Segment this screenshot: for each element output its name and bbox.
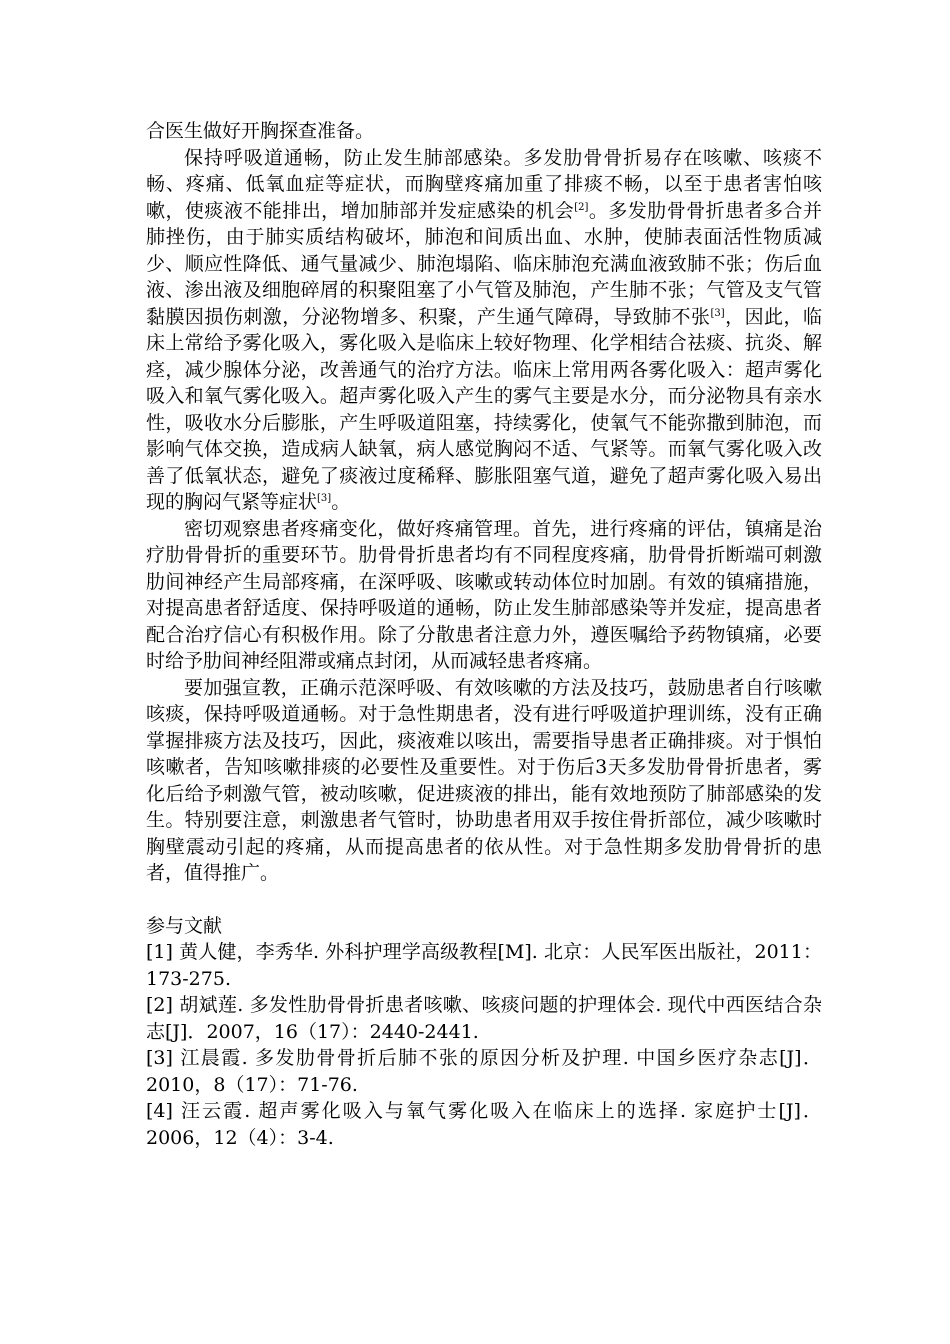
citation-3: [3]: [710, 307, 725, 319]
citation-2: [2]: [574, 201, 589, 213]
paragraph-pain: [146, 516, 822, 675]
citation-3: [3]: [317, 493, 332, 504]
paragraph-text: 。: [331, 491, 351, 513]
intro-line: 合医生做好开胸探查准备。: [146, 120, 375, 142]
document-page: [146, 118, 822, 1151]
paragraph-text: 。多发肋骨骨折患者多合并肺挫伤，由于肺实质结构破坏，肺泡和间质出血、水肿，使肺表面活性物质减少、顺应性降低、通气量减少、肺泡塌陷、临床肺泡充满血液致肺不张；伤后血液、渗出液及细胞碎屑的积聚阻塞了小气管及肺泡，产生肺不张；气管及支气管黏膜因损伤刺激，分泌物增多、积聚，产生通气障碍，导致肺不张: [146, 199, 822, 328]
references-title: 参与文献: [146, 914, 223, 937]
reference-item: [2] 胡斌莲. 多发性肋骨骨折患者咳嗽、咳痰问题的护理体会. 现代中西医结合杂志[J]．2007，16（17）：2440-2441.: [146, 994, 822, 1043]
paragraph-text: 保持呼吸道通畅，防止发生肺部感染。多发肋骨骨折易存在咳嗽、咳痰不畅、疼痛、低氧血症等症状，而胸壁疼痛加重了排痰不畅，以至于患者害怕咳嗽，使痰液不能排出，增加肺部并发症感染的机会: [146, 146, 822, 222]
reference-item: [3] 江晨霞. 多发肋骨骨折后肺不张的原因分析及护理. 中国乡医疗杂志[J]．2010，8（17）：71-76.: [146, 1047, 822, 1096]
paragraph-text: 密切观察患者疼痛变化，做好疼痛管理。首先，进行疼痛的评估，镇痛是治疗肋骨骨折的重要环节。肋骨骨折患者均有不同程度疼痛，肋骨骨折断端可刺激肋间神经产生局部疼痛，在深呼吸、咳嗽或转动体位时加剧。有效的镇痛措施，对提高患者舒适度、保持呼吸道的通畅，防止发生肺部感染等并发症，提高患者配合治疗信心有积极作用。除了分散患者注意力外，遵医嘱给予药物镇痛，必要时给予肋间神经阻滞或痛点封闭，从而减轻患者疼痛。: [146, 517, 822, 672]
paragraph-text: ，因此，临床上常给予雾化吸入，雾化吸入是临床上较好物理、化学相结合祛痰、抗炎、解痉，减少腺体分泌，改善通气的治疗方法。临床上常用两各雾化吸入：超声雾化吸入和氧气雾化吸入。超声雾化吸入产生的雾气主要是水分，而分泌物具有亲水性，吸收水分后膨胀，产生呼吸道阻塞，持续雾化，使氧气不能弥撒到肺泡，而影响气体交换，造成病人缺氧，病人感觉胸闷不适、气紧等。而氧气雾化吸入改善了低氧状态，避免了痰液过度稀释、膨胀阻塞气道，避免了超声雾化吸入易出现的胸闷气紧等症状: [146, 305, 822, 513]
paragraph-airway: [146, 145, 822, 516]
paragraph-education: [146, 675, 822, 887]
reference-item: [1] 黄人健，李秀华. 外科护理学高级教程[M]. 北京：人民军医出版社，2011：173-275.: [146, 941, 822, 990]
reference-item: [4] 汪云霞. 超声雾化吸入与氧气雾化吸入在临床上的选择. 家庭护士[J]．2006，12（4）：3-4.: [146, 1100, 822, 1149]
paragraph-text: 要加强宣教，正确示范深呼吸、有效咳嗽的方法及技巧，鼓励患者自行咳嗽咳痰，保持呼吸道通畅。对于急性期患者，没有进行呼吸道护理训练，没有正确掌握排痰方法及技巧，因此，痰液难以咳出，需要指导患者正确排痰。对于惧怕咳嗽者，告知咳嗽排痰的必要性及重要性。对于伤后3天多发肋骨骨折患者，雾化后给予刺激气管，被动咳嗽，促进痰液的排出，能有效地预防了肺部感染的发生。特别要注意，刺激患者气管时，协助患者用双手按住骨折部位，减少咳嗽时胸壁震动引起的疼痛，从而提高患者的依从性。对于急性期多发肋骨骨折的患者，值得推广。: [146, 676, 822, 884]
